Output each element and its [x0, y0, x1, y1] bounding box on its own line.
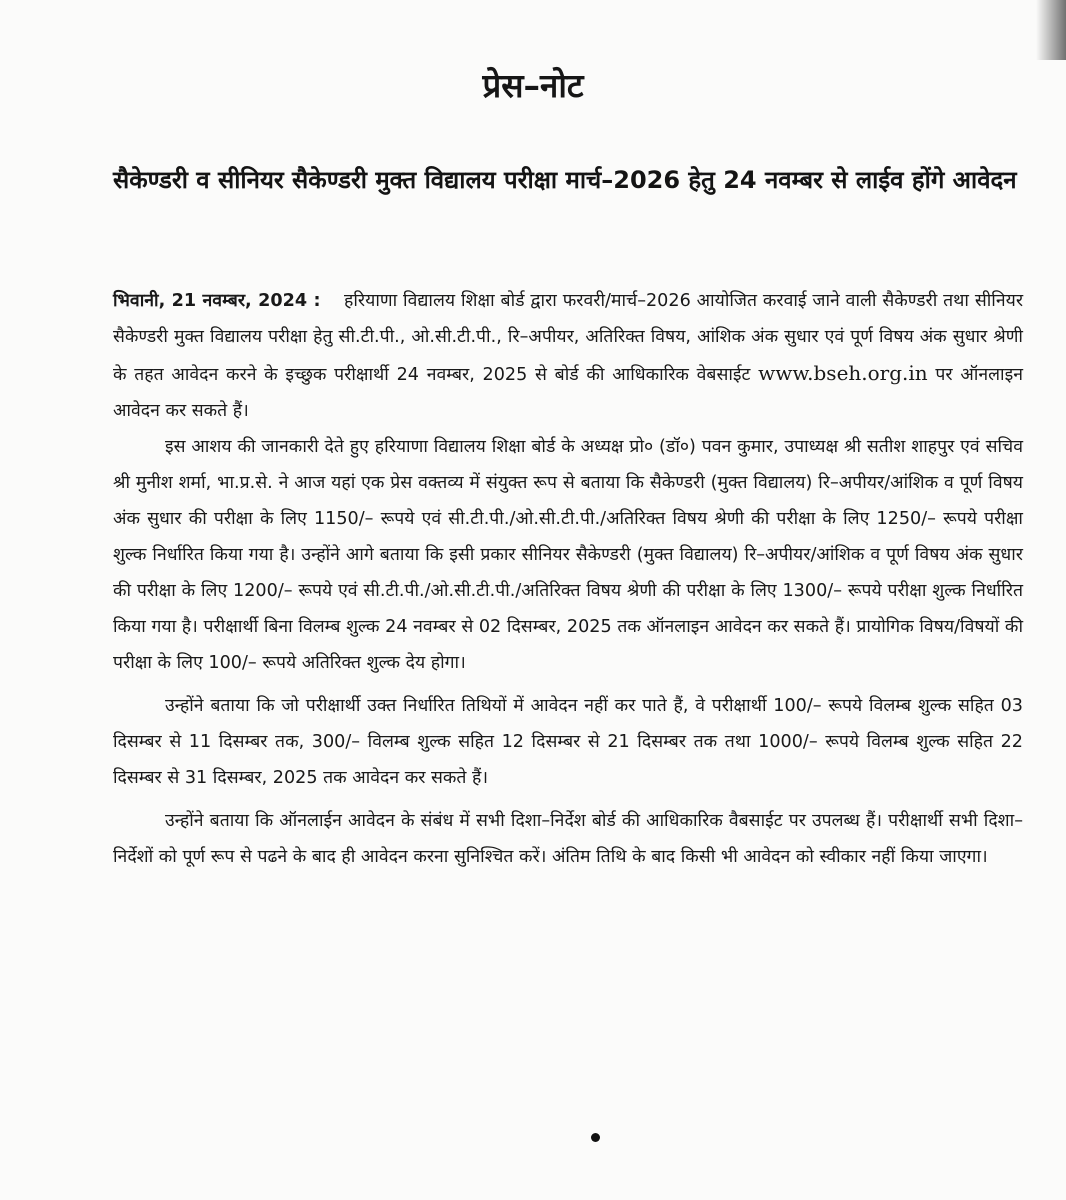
paragraph-1-text-end: पर ऑनलाइन आवेदन कर सकते हैं। [113, 365, 1023, 421]
dateline: भिवानी, 21 नवम्बर, 2024 : [113, 291, 321, 311]
document-title: प्रेस–नोट [482, 66, 584, 105]
paragraph-2: इस आशय की जानकारी देते हुए हरियाणा विद्यालय शिक्षा बोर्ड के अध्यक्ष प्रो० (डॉ०) पवन कुमार, उपाध्यक्ष श्री सतीश शाहपुर एवं सचिव श्री मुनीश शर्मा, भा.प्र.से. ने आज यहां एक प्रेस वक्तव्य में संयुक्त रूप से बताया कि सैकेण्डरी (मुक्त विद्यालय) रि–अपीयर/आंशिक व पूर्ण विषय अंक सुधार की परीक्षा के लिए 1150/– रूपये एवं सी.टी.पी./ओ.सी.टी.पी./अतिरिक्त विषय श्रेणी की परीक्षा के लिए 1250/– रूपये परीक्षा शुल्क निर्धारित किया गया है। उन्होंने आगे बताया कि इसी प्रकार सीनियर सैकेण्डरी (मुक्त विद्यालय) रि–अपीयर/आंशिक व पूर्ण विषय अंक सुधार की परीक्षा के लिए 1200/– रूपये एवं सी.टी.पी./ओ.सी.टी.पी./अतिरिक्त विषय श्रेणी की परीक्षा के लिए 1300/– रूपये परीक्षा शुल्क निर्धारित किया गया है। परीक्षार्थी बिना विलम्ब शुल्क 24 नवम्बर से 02 दिसम्बर, 2025 तक ऑनलाइन आवेदन कर सकते हैं। प्रायोगिक विषय/विषयों की परीक्षा के लिए 100/– रूपये अतिरिक्त शुल्क देय होगा। [113, 437, 1023, 673]
paragraph-1 [113, 283, 1023, 429]
paragraph-3: उन्होंने बताया कि जो परीक्षार्थी उक्त निर्धारित तिथियों में आवेदन नहीं कर पाते हैं, वे परीक्षार्थी 100/– रूपये विलम्ब शुल्क सहित 03 दिसम्बर से 11 दिसम्बर तक, 300/– विलम्ब शुल्क सहित 12 दिसम्बर से 21 दिसम्बर तक तथा 1000/– रूपये विलम्ब शुल्क सहित 22 दिसम्बर से 31 दिसम्बर, 2025 तक आवेदन कर सकते हैं। [113, 696, 1023, 788]
document-headline: सैकेण्डरी व सीनियर सैकेण्डरी मुक्त विद्यालय परीक्षा मार्च–2026 हेतु 24 नवम्बर से लाईव होंगे आवेदन [113, 166, 1017, 194]
website-url: www.bseh.org.in [758, 361, 928, 385]
paragraph-4: उन्होंने बताया कि ऑनलाईन आवेदन के संबंध में सभी दिशा–निर्देश बोर्ड की आधिकारिक वैबसाईट पर उपलब्ध हैं। परीक्षार्थी सभी दिशा–निर्देशों को पूर्ण रूप से पढने के बाद ही आवेदन करना सुनिश्चित करें। अंतिम तिथि के बाद किसी भी आवेदन को स्वीकार नहीं किया जाएगा। [113, 811, 1023, 867]
paragraph-1-text: हरियाणा विद्यालय शिक्षा बोर्ड द्वारा फरवरी/मार्च–2026 आयोजित करवाई जाने वाली सैकेण्डरी तथा सीनियर सैकेण्डरी मुक्त विद्यालय परीक्षा हेतु सी.टी.पी., ओ.सी.टी.पी., रि–अपीयर, अतिरिक्त विषय, आंशिक अंक सुधार एवं पूर्ण विषय अंक सुधार श्रेणी के तहत आवेदन करने के इच्छुक परीक्षार्थी 24 नवम्बर, 2025 से बोर्ड की आधिकारिक वेबसाईट [113, 291, 1024, 385]
document-body [113, 283, 1023, 875]
end-bullet-mark [591, 1133, 600, 1142]
page-edge-shadow [1036, 0, 1066, 60]
